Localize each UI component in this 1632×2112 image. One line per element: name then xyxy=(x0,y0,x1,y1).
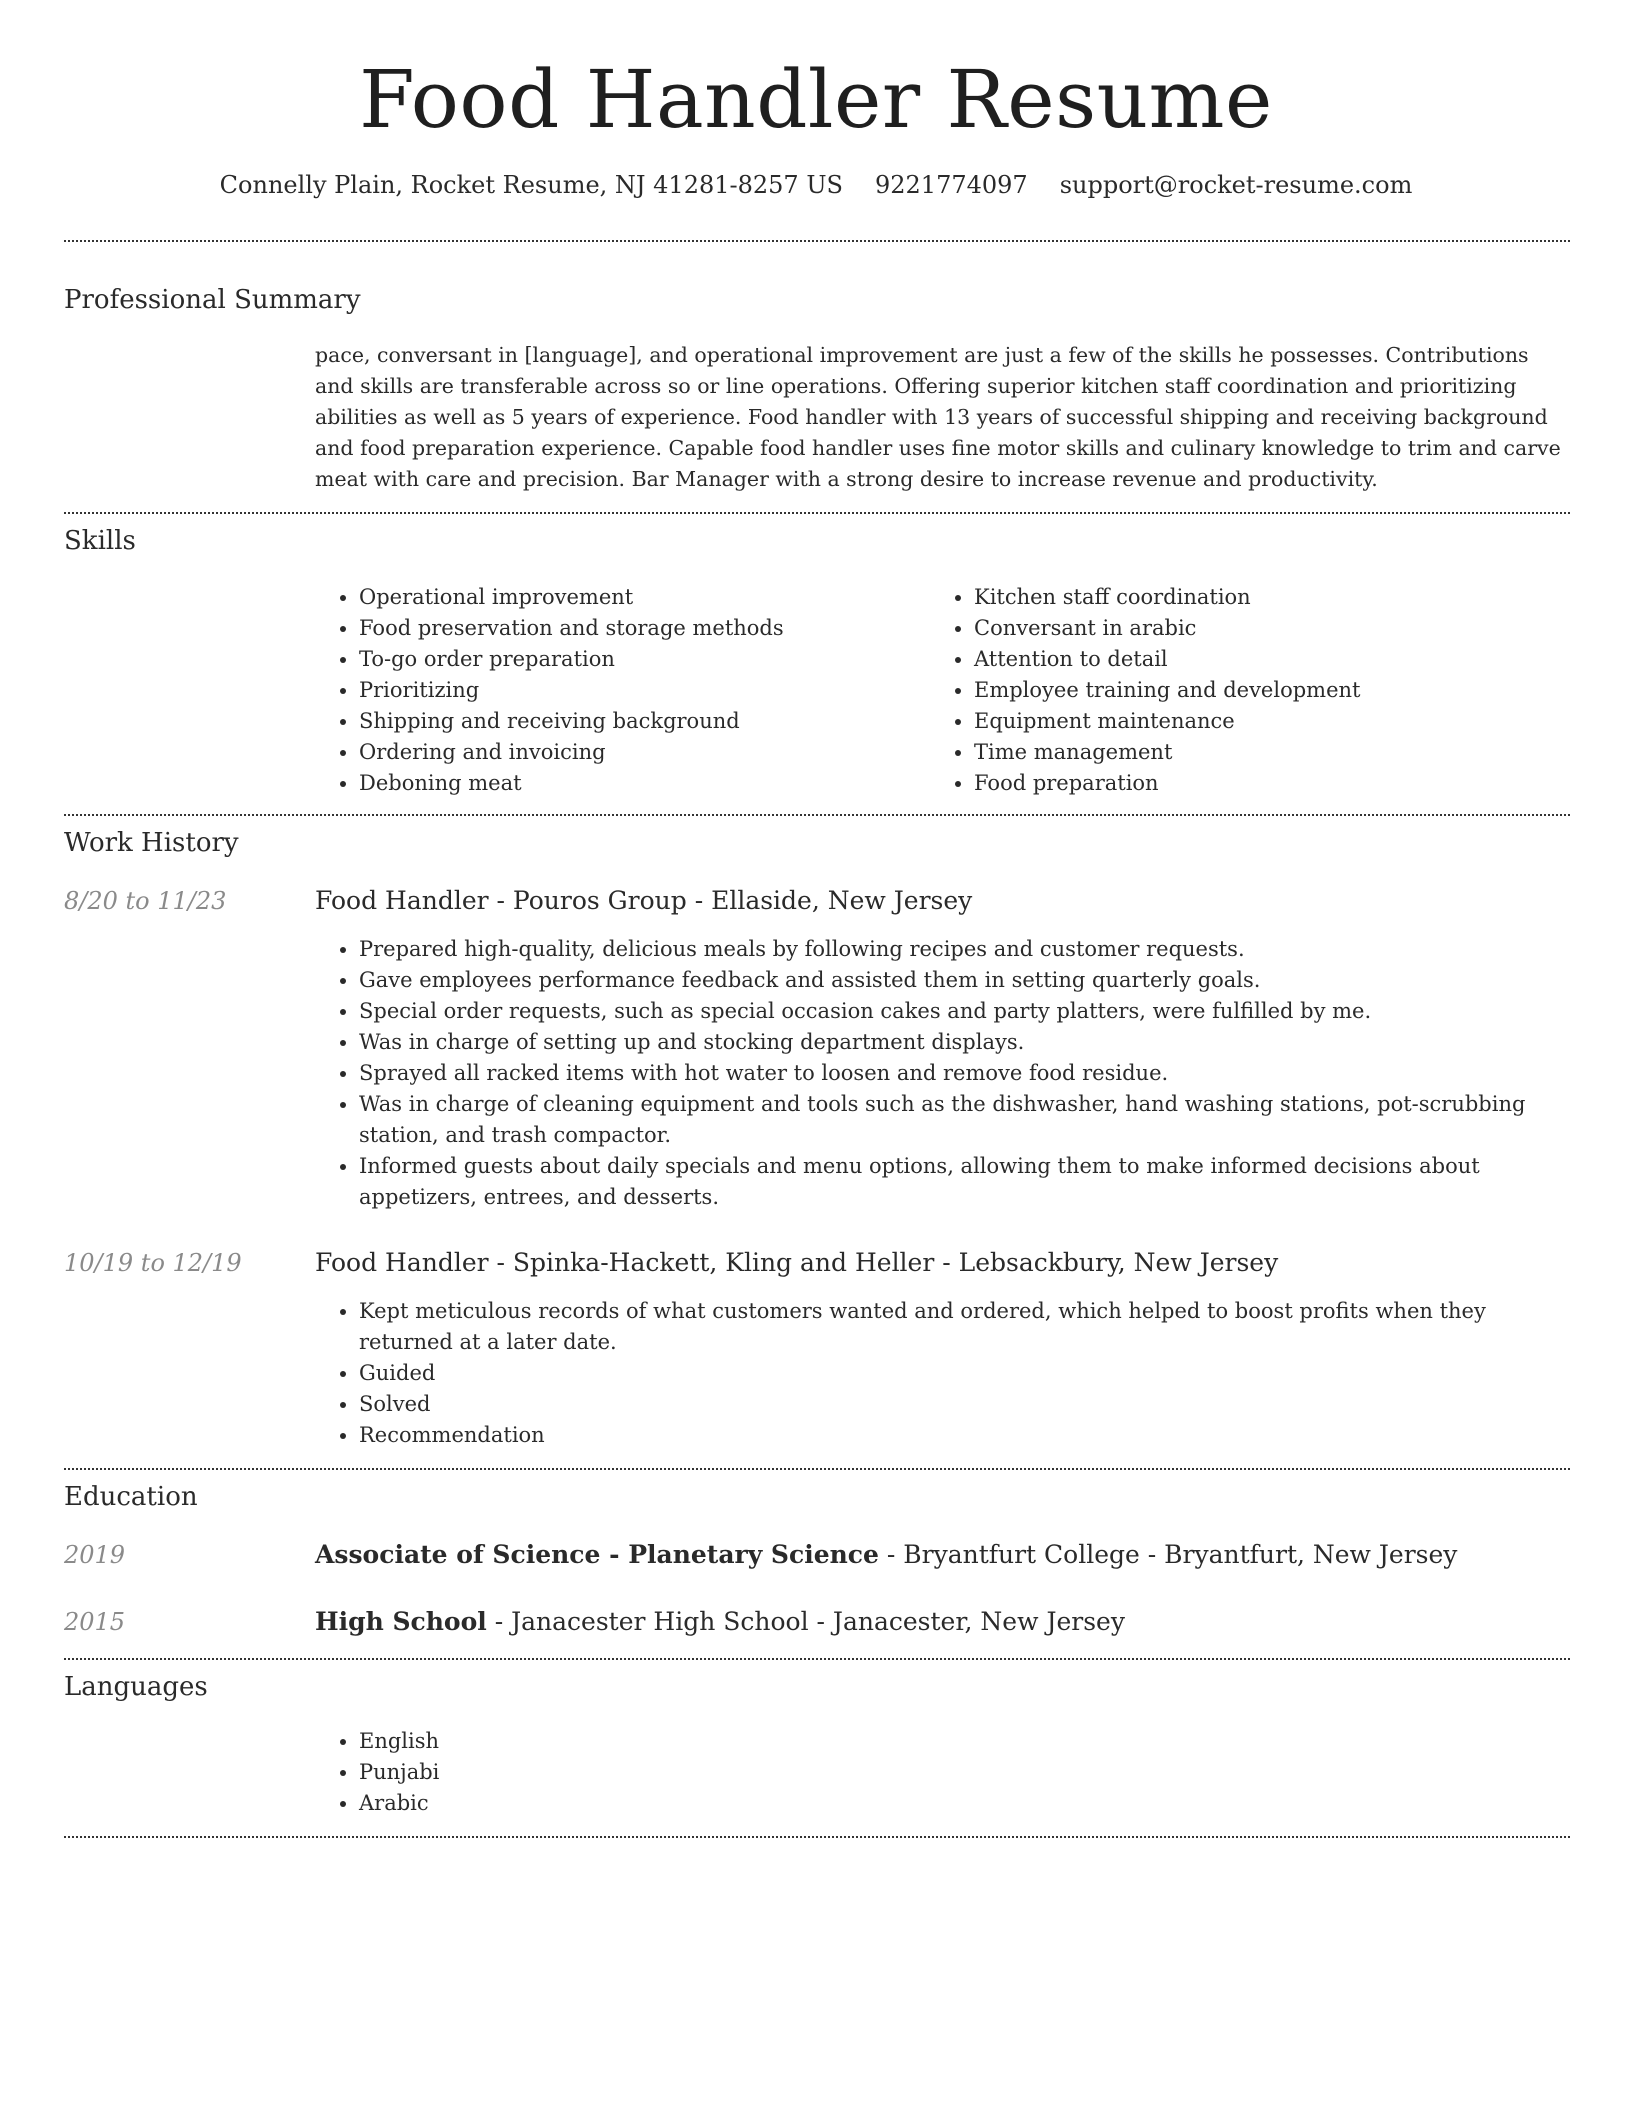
job-duty: • Solved xyxy=(359,1389,1570,1420)
summary-text: pace, conversant in [language], and operational improvement are just a few of the skills he possesses. Contributions and skills are transferable across so or line operations. Offering superior kitchen staff coordination and prioritizing abilities as well as 5 years of experience. Food handler with 13 years of successful shipping and receiving background and food preparation experience. Capable food handler uses fine motor skills and culinary knowledge to trim and carve meat with care and precision. Bar Manager with a strong desire to increase revenue and productivity. xyxy=(315,343,1561,491)
education-entry xyxy=(315,1538,1457,1572)
language-item: • English xyxy=(359,1726,1570,1757)
divider xyxy=(64,1836,1570,1838)
degree: Associate of Science - Planetary Science xyxy=(315,1540,879,1569)
job-dates: 10/19 to 12/19 xyxy=(64,1249,242,1277)
job-duty: • Informed guests about daily specials and menu options, allowing them to make informed decisions about appetizers, entrees, and desserts. xyxy=(359,1151,1570,1213)
job-duty: • Was in charge of cleaning equipment and tools such as the dishwasher, hand washing stations, pot-scrubbing station, and trash compactor. xyxy=(359,1089,1570,1151)
job-duty: • Recommendation xyxy=(359,1420,1570,1451)
job-duties-list xyxy=(315,934,1570,1213)
skill-item: • Employee training and development xyxy=(974,675,1570,706)
skills-list-left xyxy=(315,582,925,799)
skills-list-right xyxy=(930,582,1570,799)
skill-item: • Equipment maintenance xyxy=(974,706,1570,737)
job-duties-list xyxy=(315,1296,1570,1451)
job-duty: • Kept meticulous records of what customers wanted and ordered, which helped to boost profits when they returned at a later date. xyxy=(359,1296,1570,1358)
job-heading: Food Handler - Spinka-Hackett, Kling and Heller - Lebsackbury, New Jersey xyxy=(315,1248,1279,1277)
job-duty: • Prepared high-quality, delicious meals by following recipes and customer requests. xyxy=(359,934,1570,965)
skill-item: • Prioritizing xyxy=(359,675,925,706)
education-year: 2015 xyxy=(64,1608,126,1636)
skill-item: • Food preparation xyxy=(974,768,1570,799)
degree: High School xyxy=(315,1607,487,1636)
skill-item: • To-go order preparation xyxy=(359,644,925,675)
education-entry xyxy=(315,1605,1125,1639)
skill-item: • Conversant in arabic xyxy=(974,613,1570,644)
language-item: • Punjabi xyxy=(359,1757,1570,1788)
job-dates: 8/20 to 11/23 xyxy=(64,887,227,915)
divider xyxy=(64,512,1570,514)
education-heading: Education xyxy=(64,1482,198,1512)
skill-item: • Operational improvement xyxy=(359,582,925,613)
education-year: 2019 xyxy=(64,1541,126,1569)
summary-heading: Professional Summary xyxy=(64,285,361,315)
skill-item: • Ordering and invoicing xyxy=(359,737,925,768)
school-location: - Bryantfurt College - Bryantfurt, New Jersey xyxy=(878,1540,1458,1569)
divider xyxy=(64,1468,1570,1470)
skill-item: • Kitchen staff coordination xyxy=(974,582,1570,613)
languages-list xyxy=(315,1726,1570,1819)
job-duty: • Was in charge of setting up and stocking department displays. xyxy=(359,1027,1570,1058)
languages-heading: Languages xyxy=(64,1672,208,1702)
divider xyxy=(64,814,1570,816)
skill-item: • Food preservation and storage methods xyxy=(359,613,925,644)
contact-info xyxy=(0,168,1632,202)
address: Connelly Plain, Rocket Resume, NJ 41281-8257 US xyxy=(219,171,843,199)
school-location: - Janacester High School - Janacester, New Jersey xyxy=(486,1607,1125,1636)
work-history-heading: Work History xyxy=(64,828,239,858)
email: support@rocket-resume.com xyxy=(1059,171,1413,199)
skills-heading: Skills xyxy=(64,526,136,556)
divider xyxy=(64,1658,1570,1660)
job-heading: Food Handler - Pouros Group - Ellaside, New Jersey xyxy=(315,886,973,915)
job-duty: • Sprayed all racked items with hot water to loosen and remove food residue. xyxy=(359,1058,1570,1089)
skill-item: • Deboning meat xyxy=(359,768,925,799)
divider xyxy=(64,240,1570,242)
resume-title: Food Handler Resume xyxy=(359,53,1273,146)
phone: 9221774097 xyxy=(875,171,1028,199)
job-duty: • Special order requests, such as special occasion cakes and party platters, were fulfilled by me. xyxy=(359,996,1570,1027)
language-item: • Arabic xyxy=(359,1788,1570,1819)
job-duty: • Gave employees performance feedback and assisted them in setting quarterly goals. xyxy=(359,965,1570,996)
job-duty: • Guided xyxy=(359,1358,1570,1389)
skill-item: • Time management xyxy=(974,737,1570,768)
skill-item: • Shipping and receiving background xyxy=(359,706,925,737)
skill-item: • Attention to detail xyxy=(974,644,1570,675)
